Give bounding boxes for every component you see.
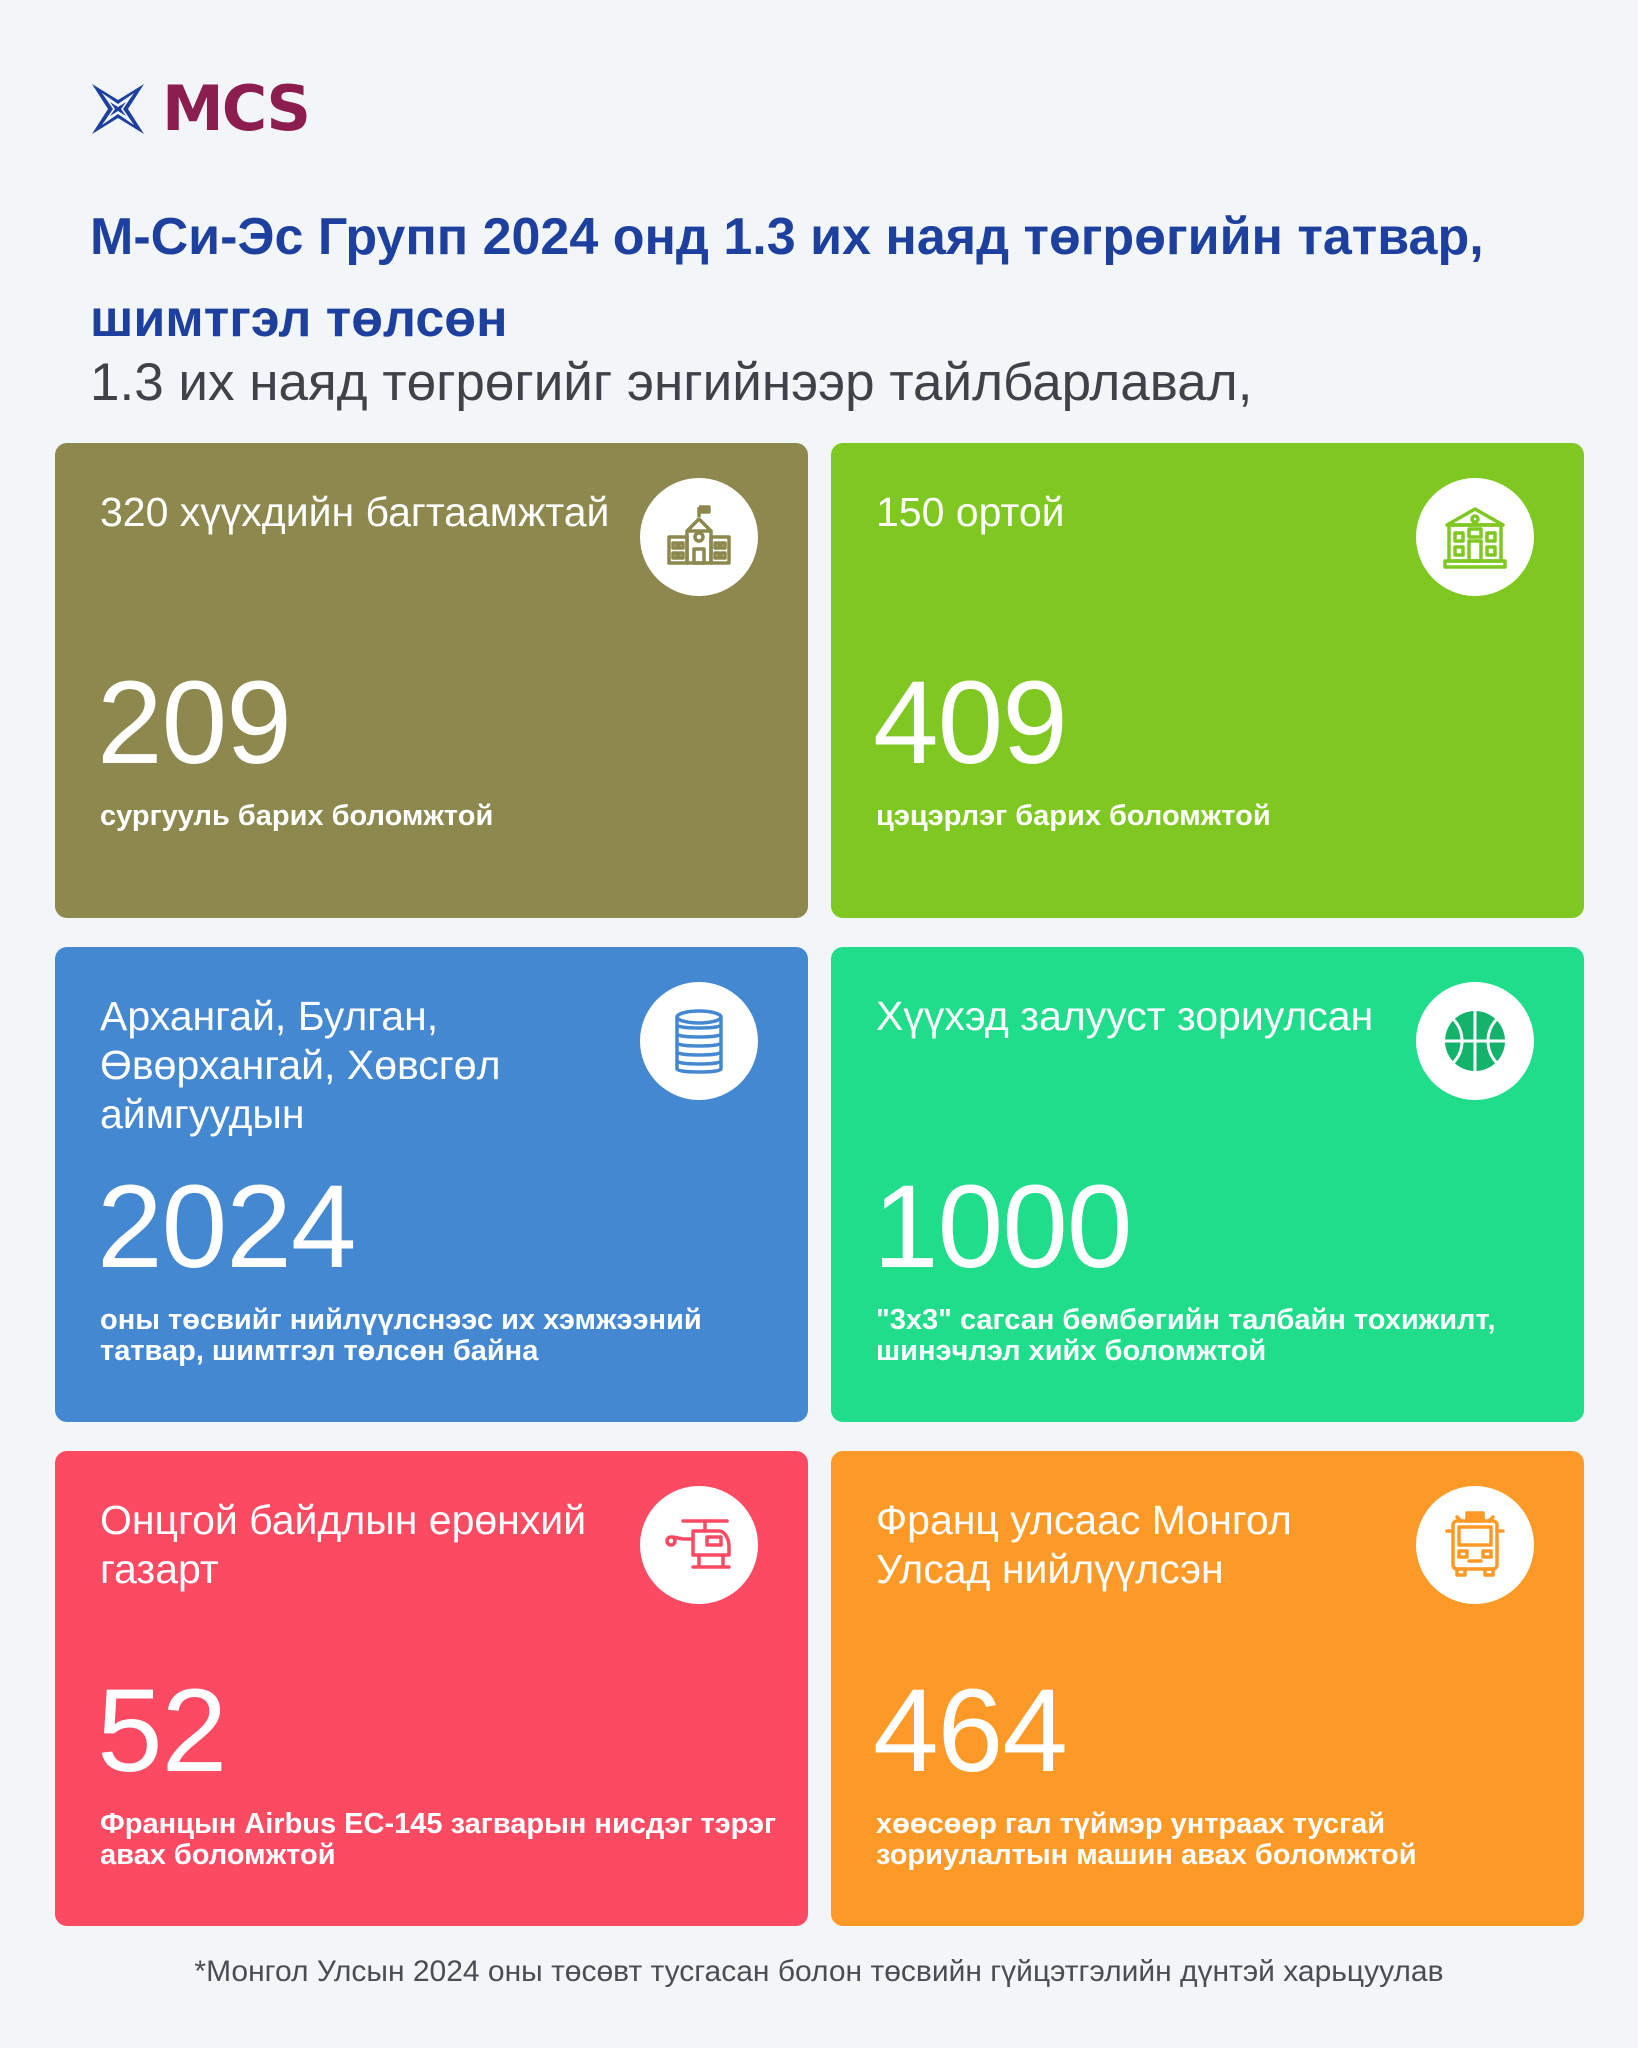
card-number: 464 bbox=[873, 1665, 1067, 1797]
card-fire-truck bbox=[831, 1451, 1584, 1926]
page-subtitle: 1.3 их наяд төгрөгийг энгийнээр тайлбарлавал, bbox=[90, 353, 1253, 412]
card-province-budget bbox=[55, 947, 808, 1422]
mcs-logo bbox=[88, 72, 310, 145]
card-heading: 150 ортой bbox=[876, 489, 1065, 535]
card-description: Францын Airbus EC-145 загварын нисдэг тэрэг авах боломжтой bbox=[100, 1808, 777, 1871]
card-basketball bbox=[831, 947, 1584, 1422]
card-heading: 320 хүүхдийн багтаамжтай bbox=[100, 489, 610, 535]
basketball-icon bbox=[1416, 982, 1534, 1100]
page-title: М-Си-Эс Групп 2024 онд 1.3 их наяд төгрөгийн татвар, шимтгэл төлсөн bbox=[90, 208, 1484, 348]
card-description: "3x3" сагсан бөмбөгийн талбайн тохижилт, шинэчлэл хийх боломжтой bbox=[876, 1304, 1496, 1367]
card-heading: Архангай, Булган, Өвөрхангай, Хөвсгөл аймгуудын bbox=[100, 993, 501, 1137]
card-heading: Онцгой байдлын ерөнхий газарт bbox=[100, 1497, 587, 1592]
card-description: сургууль барих боломжтой bbox=[100, 800, 494, 832]
stats-grid bbox=[55, 443, 1584, 1926]
card-heading: Франц улсаас Монгол Улсад нийлүүлсэн bbox=[876, 1497, 1292, 1592]
card-number: 1000 bbox=[873, 1161, 1132, 1293]
card-school bbox=[55, 443, 808, 918]
card-kindergarten bbox=[831, 443, 1584, 918]
helicopter-icon bbox=[640, 1486, 758, 1604]
card-number: 52 bbox=[97, 1665, 227, 1797]
card-description: хөөсөөр гал түймэр унтраах тусгай зориулалтын машин авах боломжтой bbox=[876, 1808, 1417, 1871]
coins-icon bbox=[640, 982, 758, 1100]
card-description: цэцэрлэг барих боломжтой bbox=[876, 800, 1271, 832]
card-heading: Хүүхэд залууст зориулсан bbox=[876, 993, 1374, 1039]
fire-truck-icon bbox=[1416, 1486, 1534, 1604]
footnote: *Монгол Улсын 2024 оны төсөвт тусгасан болон төсвийн гүйцэтгэлийн дүнтэй харьцуулав bbox=[194, 1955, 1444, 1988]
card-number: 409 bbox=[873, 657, 1067, 789]
card-number: 2024 bbox=[97, 1161, 356, 1293]
card-number: 209 bbox=[97, 657, 291, 789]
mcs-logo-icon bbox=[88, 80, 148, 138]
card-description: оны төсвийг нийлүүлснээс их хэмжээний татвар, шимтгэл төлсөн байна bbox=[100, 1304, 702, 1367]
logo-text: MCS bbox=[162, 72, 310, 145]
school-icon bbox=[640, 478, 758, 596]
card-helicopter bbox=[55, 1451, 808, 1926]
kindergarten-icon bbox=[1416, 478, 1534, 596]
